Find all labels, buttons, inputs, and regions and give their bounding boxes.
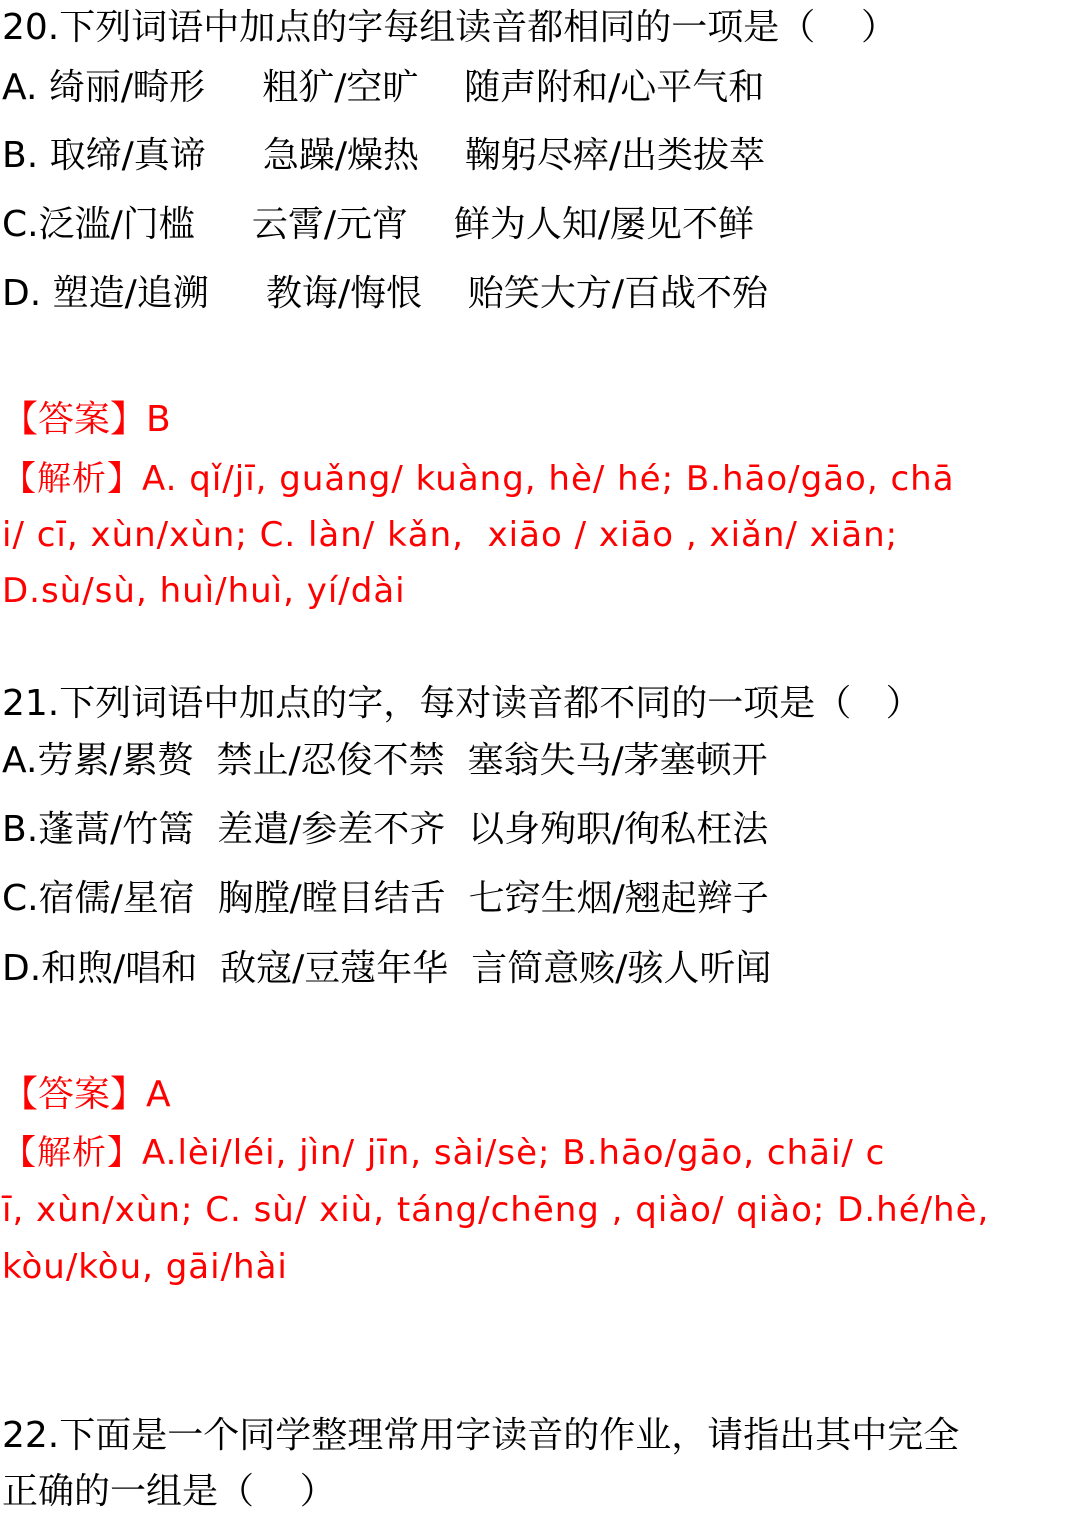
q20-option-d: D. 塑造/追溯 教诲/悔恨 贻笑大方/百战不殆 [2, 273, 768, 314]
q20-analysis-line-2: i/ cī, xùn/xùn; C. làn/ kǎn, xiāo / xiāo , xiǎn/ xiān; [2, 515, 899, 555]
q21-option-b: B.蓬蒿/竹篙 差遣/参差不齐 以身殉职/徇私枉法 [2, 809, 769, 850]
q21-answer: 【答案】A [2, 1074, 171, 1115]
q21-analysis-line-1: 【解析】A.lèi/léi, jìn/ jīn, sài/sè; B.hāo/gāo, chāi/ c [2, 1133, 886, 1173]
q21-analysis-line-3: kòu/kòu, gāi/hài [2, 1247, 288, 1287]
q21-option-c: C.宿儒/星宿 胸膛/瞠目结舌 七窍生烟/翘起辫子 [2, 878, 769, 919]
q20-option-a: A. 绮丽/畸形 粗犷/空旷 随声附和/心平气和 [2, 67, 765, 108]
q21-option-d: D.和煦/唱和 敌寇/豆蔻年华 言简意赅/骇人听闻 [2, 948, 772, 989]
q20-option-c: C.泛滥/门槛 云霄/元宵 鲜为人知/屡见不鲜 [2, 204, 754, 245]
q21-option-a: A.劳累/累赘 禁止/忍俊不禁 塞翁失马/茅塞顿开 [2, 740, 768, 781]
q20-analysis-line-1: 【解析】A. qǐ/jī, guǎng/ kuàng, hè/ hé; B.hāo/gāo, chā [2, 459, 955, 499]
q22-stem-line-2: 正确的一组是（ ） [2, 1471, 336, 1512]
q20-analysis-line-3: D.sù/sù, huì/huì, yí/dài [2, 571, 406, 611]
q20-answer: 【答案】B [2, 399, 171, 440]
q22-stem-line-1: 22.下面是一个同学整理常用字读音的作业，请指出其中完全 [2, 1415, 960, 1456]
q20-stem: 20.下列词语中加点的字每组读音都相同的一项是（ ） [2, 7, 898, 48]
q21-stem: 21.下列词语中加点的字，每对读音都不同的一项是（ ） [2, 683, 922, 724]
q21-analysis-line-2: ī, xùn/xùn; C. sù/ xiù, táng/chēng , qiào/ qiào; D.hé/hè, [2, 1190, 990, 1230]
q20-option-b: B. 取缔/真谛 急躁/燥热 鞠躬尽瘁/出类拔萃 [2, 135, 765, 176]
